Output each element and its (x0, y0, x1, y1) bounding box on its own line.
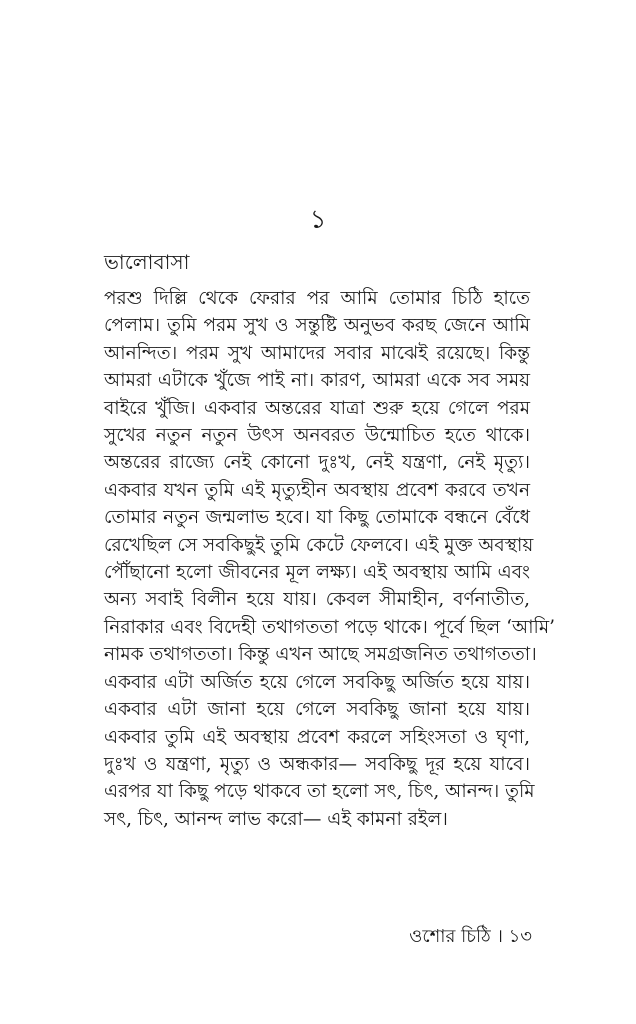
letter-line: পেলাম। তুমি পরম সুখ ও সন্তুষ্টি অনুভব করছ জেনে আমি (104, 315, 530, 337)
letter-line: একবার এটা অর্জিত হয়ে গেলে সবকিছু অর্জিত হয়ে যায়। (104, 671, 530, 693)
letter-body (104, 285, 555, 833)
letter-line: সুখের নতুন নতুন উৎস অনবরত উন্মোচিত হতে থাকে। (104, 425, 530, 447)
letter-line: আনন্দিত। পরম সুখ আমাদের সবার মাঝেই রয়েছে। কিন্তু (104, 342, 530, 364)
letter-line: পরশু দিল্লি থেকে ফেরার পর আমি তোমার চিঠি হাতে (104, 288, 530, 309)
page-footer: ওশোর চিঠি । ১৩ (409, 926, 532, 947)
letter-line: বাইরে খুঁজি। একবার অন্তরের যাত্রা শুরু হয়ে গেলে পরম (104, 397, 530, 419)
letter-line: আমরা এটাকে খুঁজে পাই না। কারণ, আমরা একে সব সময় (104, 370, 530, 392)
letter-line: অন্তরের রাজ্যে নেই কোনো দুঃখ, নেই যন্ত্রণা, নেই মৃত্যু। (104, 452, 530, 474)
letter-line: পৌঁছানো হলো জীবনের মূল লক্ষ্য। এই অবস্থায় আমি এবং (104, 562, 530, 584)
letter-line: নিরাকার এবং বিদেহী তথাগততা পড়ে থাকে। পূর্বে ছিল ‘আমি’ (104, 616, 555, 638)
letter-line: দুঃখ ও যন্ত্রণা, মৃত্যু ও অন্ধকার— সবকিছু দূর হয়ে যাবে। (104, 753, 530, 775)
letter-line: নামক তথাগততা। কিন্তু এখন আছে সমগ্রজনিত তথাগততা। (104, 644, 537, 666)
letter-line: একবার তুমি এই অবস্থায় প্রবেশ করলে সহিংসতা ও ঘৃণা, (104, 726, 530, 748)
letter-line: তোমার নতুন জন্মলাভ হবে। যা কিছু তোমাকে বন্ধনে বেঁধে (104, 507, 530, 529)
letter-line: রেখেছিল সে সবকিছুই তুমি কেটে ফেলবে। এই মুক্ত অবস্থায় (104, 534, 534, 556)
chapter-number: ১ (309, 205, 327, 235)
letter-line: একবার এটা জানা হয়ে গেলে সবকিছু জানা হয়ে যায়। (104, 699, 530, 721)
letter-line: একবার যখন তুমি এই মৃত্যুহীন অবস্থায় প্রবেশ করবে তখন (104, 479, 530, 501)
salutation: ভালোবাসা (104, 250, 190, 274)
letter-line: এরপর যা কিছু পড়ে থাকবে তা হলো সৎ, চিৎ, আনন্দ। তুমি (104, 781, 535, 803)
letter-line: সৎ, চিৎ, আনন্দ লাভ করো— এই কামনা রইল। (104, 808, 448, 830)
letter-line: অন্য সবাই বিলীন হয়ে যায়। কেবল সীমাহীন, বর্ণনাতীত, (104, 589, 530, 611)
